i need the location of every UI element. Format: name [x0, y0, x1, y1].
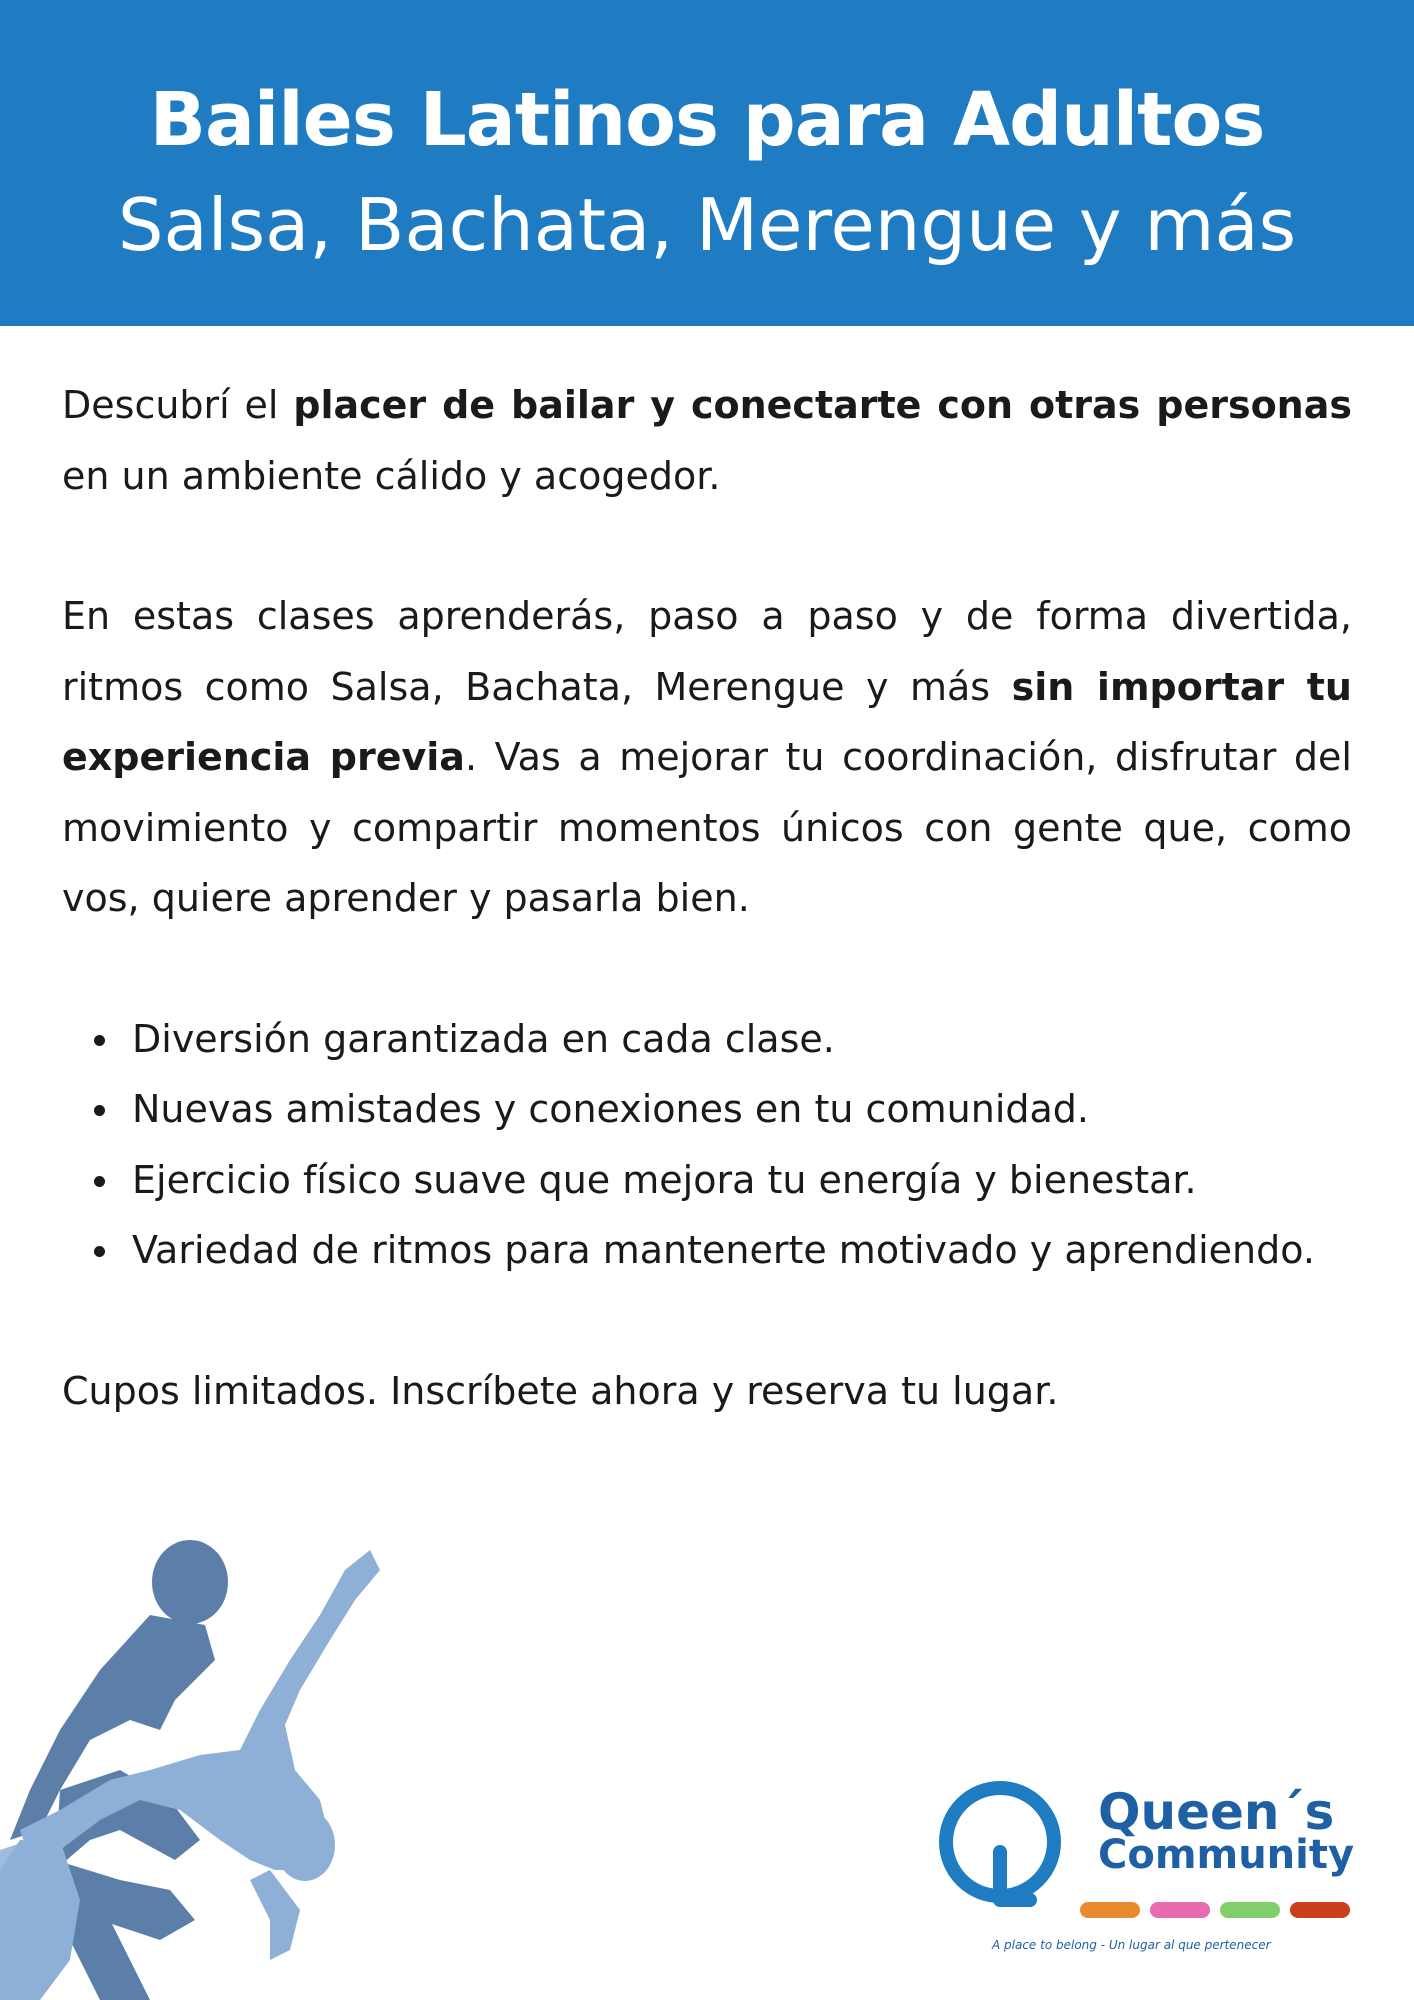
logo-name-line1: Queen´s	[1098, 1783, 1335, 1841]
benefits-list	[62, 1004, 1352, 1286]
logo-tagline: A place to belong - Un lugar al que pertenecer	[992, 1938, 1271, 1952]
closing-text: Cupos limitados. Inscríbete ahora y reserva tu lugar.	[62, 1368, 1059, 1413]
list-item: Variedad de ritmos para mantenerte motivado y aprendiendo.	[132, 1215, 1352, 1286]
logo-name-line2: Community	[1098, 1832, 1355, 1878]
description-highlight: sin importar tu experiencia previa	[62, 664, 1352, 779]
dancing-couple-icon	[0, 1540, 400, 2000]
intro-highlight: placer de bailar y conectarte con otras personas	[293, 383, 1352, 427]
logo-green-bar	[1220, 1902, 1280, 1918]
intro-paragraph: Descubrí el placer de bailar y conectarte con otras personas en un ambiente cálido y acogedor.	[62, 383, 1352, 498]
page-title: Bailes Latinos para Adultos	[149, 77, 1265, 163]
main-content	[62, 370, 1352, 1496]
logo-pink-bar	[1150, 1902, 1210, 1918]
q-letter-icon	[930, 1772, 1090, 1922]
description-paragraph: En estas clases aprenderás, paso a paso y de forma divertida, ritmos como Salsa, Bachata, Merengue y más sin importar tu experiencia previa. Vas a mejorar tu coordinación, disfrutar del movimiento y compartir momentos únicos con gente que, como vos, quiere aprender y pasarla bien.	[62, 594, 1352, 920]
logo-red-bar	[1290, 1902, 1350, 1918]
header-banner	[0, 0, 1414, 326]
list-item: Ejercicio físico suave que mejora tu energía y bienestar.	[132, 1145, 1352, 1216]
queens-community-logo	[930, 1772, 1355, 1962]
list-item: Diversión garantizada en cada clase.	[132, 1004, 1352, 1075]
page-subtitle: Salsa, Bachata, Merengue y más	[117, 183, 1297, 267]
list-item: Nuevas amistades y conexiones en tu comunidad.	[132, 1074, 1352, 1145]
logo-orange-bar	[1080, 1902, 1140, 1918]
